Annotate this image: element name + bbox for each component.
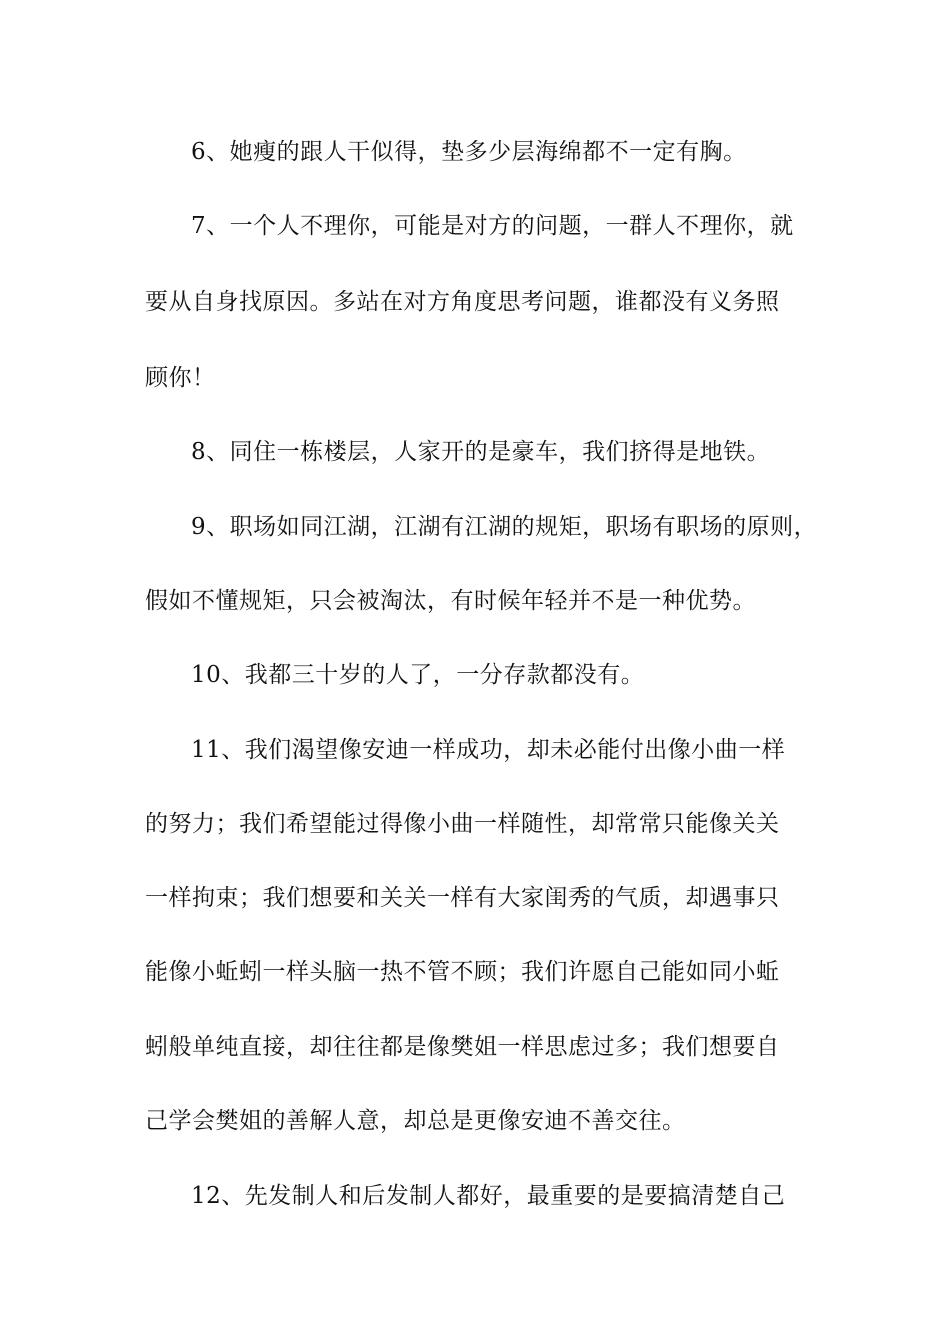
text-line: 蚓般单纯直接，却往往都是像樊姐一样思虑过多；我们想要自 bbox=[145, 1034, 780, 1060]
text-line: 顾你！ bbox=[145, 365, 216, 391]
text-line-item-7-start: 7、一个人不理你，可能是对方的问题，一群人不理你，就 bbox=[191, 213, 794, 239]
text-line-item-12-start: 12、先发制人和后发制人都好，最重要的是要搞清楚自己 bbox=[191, 1183, 786, 1209]
text-line-item-11-start: 11、我们渴望像安迪一样成功，却未必能付出像小曲一样 bbox=[191, 737, 786, 763]
text-line: 的努力；我们希望能过得像小曲一样随性，却常常只能像关关 bbox=[145, 811, 780, 837]
text-line-item-9-start: 9、职场如同江湖，江湖有江湖的规矩，职场有职场的原则， bbox=[191, 514, 818, 540]
text-line-item-10: 10、我都三十岁的人了，一分存款都没有。 bbox=[191, 662, 645, 688]
text-line: 假如不懂规矩，只会被淘汰，有时候年轻并不是一种优势。 bbox=[145, 588, 756, 614]
text-line: 能像小蚯蚓一样头脑一热不管不顾；我们许愿自己能如同小蚯 bbox=[145, 959, 780, 985]
text-line-item-6: 6、她瘦的跟人干似得，垫多少层海绵都不一定有胸。 bbox=[191, 139, 747, 165]
text-line: 己学会樊姐的善解人意，却总是更像安迪不善交往。 bbox=[145, 1108, 686, 1134]
text-line-item-8: 8、同住一栋楼层，人家开的是豪车，我们挤得是地铁。 bbox=[191, 439, 771, 465]
text-line: 要从自身找原因。多站在对方角度思考问题，谁都没有义务照 bbox=[145, 289, 780, 315]
text-line: 一样拘束；我们想要和关关一样有大家闺秀的气质，却遇事只 bbox=[145, 885, 780, 911]
